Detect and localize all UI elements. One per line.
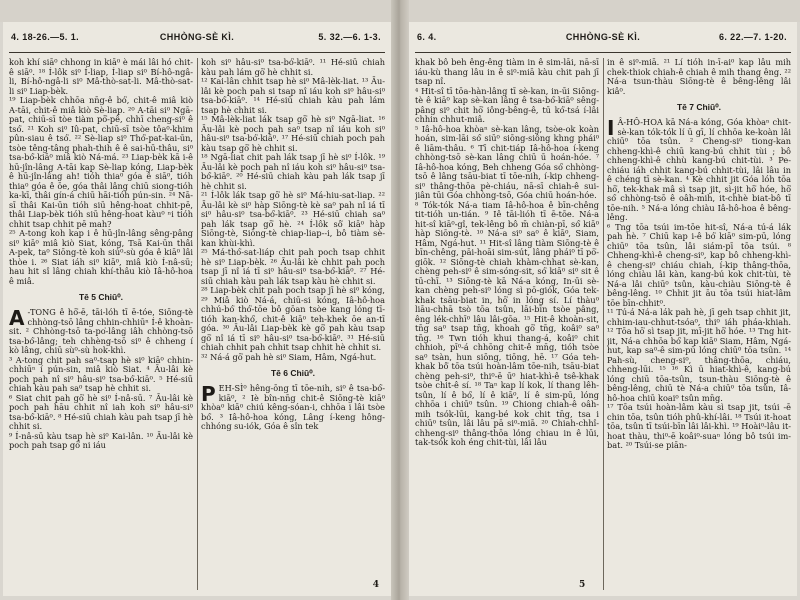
right-page-number: 5: [579, 580, 586, 590]
right-col1-text: khak bô beh êng-êng tiàm in ê sim-lāi, nā-sī iáu-kù thang lâu in ê si⁰-miā kàu chit pah jī tsap nî. ⁴ Hit-sî tī tōa-hàn-lâng tī sè-kan, in-ūi Siōng-tè ê kiā⁰ kap sè-kan lâng ê tsa-bó͘-kiā⁰ sêng-pâng si⁰ chit hō͘ iông-bêng-ê, tū kó͘-tsá í-lâi chhin chhut-miâ. ⁵ Iâ-hô-hoa khòaⁿ sè-kan lâng, tsòe-ok koàn hoán, sim-lāi só͘ siū⁰ siōng-siông khng phái⁰ ê liām-thâu. ⁶ Tī chit-tiáp Iâ-hô-hoa í-keng chhòng-tsō sè-kan lâng chiū ū hoán-hóe. ⁷ Iâ-hô-hoa kóng, Beh chheng Góa só͘ chhòng-tsō ê lâng tsāu-biat tī tōe-nih, í-kip chheng-si⁰ thâng-thōa pè-chiáu, nā-sī chiah-ê sui-jiân tūi Góa chhòng-tsō, Góa chiū hoán-hóe. ⁸ Tók-tók Ná-a tiam Iâ-hô-hoa ê bīn-chêng tit-tióh un-tián. ⁹ Iê tāi-lióh tī ē-tōe. Ná-a hit-sî kiā⁰-gî, tek-lêng bô m̄ chiàn-pī, só͘ kiā⁰ hàp Siōng-tè. ¹⁰ Ná-a si⁰ sa⁰ ê kiā⁰, Siam, Hâm, Ngá-hut. ¹¹ Hit-sî lâng tiàm Siōng-tè ê bīn-chêng, pāi-hoāi sim-sút, lâng phái⁰ tī pō͘-giōk. ¹² Siōng-tè chiah khàm-chhat sè-kan, chèng peh-si⁰ ê sim-sóng-sit, só͘ kiā⁰ si⁰ sit ê tū-chī. ¹³ Siōng-tè kā Ná-a kóng, In-ūi sè-kan chèng peh-si⁰ lóng sì pō-giók, Góa tek-khak tsāu-biat in, hō͘ in lóng sí. Lí thàu⁰ liāu-chhā tsò tōa tsûn, lāi-bīn tsòe pâng, êng lék-chhī⁰ lâu lâi-gōa. ¹⁵ Hit-ê khoàn-sit, tn̄g sa⁰ tsap tn̄g, khoah gō͘ tn̄g, koâi⁰ sa⁰ tn̄g. ¹⁶ Twn tióh khui thang-á, koâi⁰ chit chhioh, pī⁰-á chhōng chit-ê mn̄g, tióh tsòe sa⁰ tsàn, hun siōng, tiōng, hē. ¹⁷ Góa teh-khak bô͘ tōa tsúi hoàn-lâm tōe-nih, tsāu-biat chèng peh-si⁰, thi⁰-ē ū⁰ hiat-khì-ê tsê-khak tsòe chit-ê sí. ¹⁸ Taⁿ kap lí kok, lí thang lêh-tsûn, lí ê bó͘, lí ê kiā⁰, lí ê sim-pū, lóng chhōa i chiū⁰ tsûn. ¹⁹ Chiong chiah-ê oâh-mih tsók-lūi, kang-bé kok chit tn̄g, tsa i chiū⁰ tsûn, lâi lâu pā si⁰-miā. ²⁰ Chiah-chhî-chheng-si⁰ thâng-thōa lóng chiau in ê lūi, tak-tsók koh éng chit-tùi, lâi lâu: [415, 58, 599, 447]
chapter-heading-7: Tē 7 Chiū⁰.: [676, 102, 722, 112]
right-column-2: [607, 58, 791, 590]
left-column-divider: [197, 58, 198, 590]
left-header-verse-range: 4. 18-26.—5. 1.: [11, 32, 80, 42]
right-page: [409, 22, 797, 596]
chapter-heading-5: Tē 5 Chiū⁰.: [78, 292, 124, 302]
right-column-divider: [603, 58, 604, 590]
left-header-verse-range-end: 5. 32.—6. 1-3.: [318, 32, 381, 42]
right-header-rule: [415, 52, 791, 53]
left-page-number: 4: [372, 580, 379, 590]
right-header-verse-range-end: 6. 22.—7. 1-20.: [718, 32, 787, 42]
right-running-header: [409, 32, 797, 48]
left-col2-text: koh si⁰ hâu-si⁰ tsa-bó͘-kiā⁰. ¹¹ Hé-siū chiah kàu pah lám gō͘ hè chhit si. ¹² Kai-lân chhit tsap hè si⁰ Mâ-lèk-liat. ¹³ Āu-lâi kè poch pah si tsap nî iáu koh si⁰ hâu-si⁰ tsa-bó͘-kiā⁰. ¹⁴ Hé-siū chiah kàu pah lám tsap hè chhit si. ¹⁵ Mâ-lèk-liat lák tsap gō͘ hè si⁰ Ngā-liat. ¹⁶ Āu-lâi kè poch pah sa⁰ tsap nî iáu koh si⁰ hâu-si⁰ tsa-bó͘-kiā⁰. ¹⁷ Hé-siū chiah poch pah kàu tsap gō͘ hè chhit si. ¹⁸ Ngā-liat chit pah lák tsap jī hè si⁰ Í-lôk. ¹⁹ Āu-lâi kè poch pah nî iáu koh si⁰ hâu-si⁰ tsa-bó͘-kiā⁰. ²⁰ Hé-siū chiah kàu pah lák tsap jī hè chhit si. ²¹ Í-lôk lák tsap gō͘ hè si⁰ Má-hiu-sat-liap. ²² Āu-lâi kè si⁰ hàp Siōng-tè kè sa⁰ pah nî iá tī si⁰ hâu-si⁰ tsa-bó͘-kiā⁰. ²³ Hé-siū chiah sa⁰ pah lák tsap gō͘ hè. ²⁴ Í-lôk sô͘ kiā⁰ hàp Siōng-tè, Siōng-tè chiap-liap--i, bô tiàm sè-kan khùi-khì. ²⁵ Má-thó͘-sat-liáp chit pah poch tsap chhit hè si⁰ Liap-bèk. ²⁶ Āu-lâi kè chhit pah poch tsap jī nî iá tī si⁰ hâu-si⁰ tsa-bó͘-kiā⁰. ²⁷ Hé-siū chiah kàu pah lák tsap kàu hè chhit si. ²⁸ Liap-bèk chit pah poch tsap jī hè si⁰ kóng, ²⁹ Miâ kiò Ná-á, chiū-si kóng, Iâ-hô-hoa chhú-bó͘ thó͘-tōe bô gōan tsòe kang lóng tī-tióh kan-khó͘, chit-ê kiā⁰ teh-khek ōe an-tī góa. ³⁰ Āu-lâi Liap-bèk kè gō͘ pah kàu tsap gō͘ nî iá tī si⁰ hâu-si⁰ tsa-bó͘-kiā⁰. ³¹ Hé-siū chiah chhit pah chhit tsap chhit hè chhit si. ³² Ná-á gō͘ pah hè si⁰ Siam, Hâm, Ngá-hut.: [201, 58, 385, 362]
right-header-verse-range: 6. 4.: [417, 32, 437, 42]
chapter-5-text: -TONG ê hō͘-ē, tāi-lóh tī ē-tóe, Siōng-tè chhòng-tsō lâng chhin-chhiūⁿ Í-ê khoàn-sit. ² Chhòng-tsō ta-po͘-lâng iâh chhòng-tsō tsa-bó͘-lâng; teh chhèng-tsō si⁰ ê chheng í kò lâng, chiū sù⁰-sù hok-khì. ³ A-tong chit pah sa⁰-tsap hè si⁰ kiā⁰ chhin-chhiūⁿ í pún-sin, miâ kiò Siat. ⁴ Āu-lâi kè poch pah nî si⁰ hâu-si⁰ tsa-bó͘-kiā⁰. ⁵ Hé-siū chiah kàu pah sa⁰ tsap hè chhit si. ⁶ Siat chit pah gō͘ hè si⁰ Í-nâ-sū. ⁷ Āu-lâi kè poch pah hāu chhit nî iah koh si⁰ hâu-si⁰ tsa-bó͘-kiā⁰. ⁸ Hé-siū chiah kàu pah tsap jī hè chhit si. ⁹ Í-nâ-sū kàu tsap hè si⁰ Kai-lân. ¹⁰ Āu-lâi kè poch pah tsap gō͘ ni iáu: [9, 307, 193, 450]
chapter-6-drop-cap: P: [201, 382, 216, 406]
chapter-7-text: Â-HÔ-HOA kā Ná-a kóng, Góa khòaⁿ chit-sè-kan tók-tók lí ū gī, lí chhōa ke-koàn lâi chiū⁰ tōa tsûn. ² Cheng-si⁰ tiong-kan chheng-khì-ê chiū kang-bú chhit tùi ; bô chheng-khì-ê chhù kang-bú chit-tùi. ³ Pe-chiáu iáh chhit kang-bú chhit-tùi, lâi lâu in ê chéng tī sè-kan. ⁴ Kè chhit jit Góa lóh tōa hō͘, tek-khak mâ sì tsap jit, sì-jit hō͘ hóe, hō͘ só͘ chhòng-tsō ê oâh-mih, it-chhè biat-bô tī tōe-nih. ⁵ Ná-a lóng chiàu Iâ-hô-hoa ê bêng-lêng. ⁶ Tng tōa tsúi im-tōe hit-sî, Ná-a tú-á lák pah hè. ⁷ Chiū kap i-ê bó͘ kiā⁰ sim-pū, lóng chiū⁰ tōa tsûn, lâi siám-pī tōa tsúi. ⁸ Chheng-khì-ê cheng-si⁰, kap bô chheng-khì-ê cheng-si⁰ chiáu chiah, í-kip thâng-thōa, lóng chiàu lâi kàn, kang-bú kok chit-tùi, tè Ná-a lâi chiū⁰ tsûn, kàu-chiàu Siōng-tè ê bêng-lêng. ¹⁰ Chhit jit āu tōa tsúi hiat-lâm tōe bīn-chhit⁰. ¹¹ Tú-á Ná-a lák pah hè, jī geh tsap chhit jit, chhim-iau-chhut-tsóa⁰, thi⁰ iáh pháa-khiah. ¹² Tōa hō͘ sì tsap jit, mī-jit hō͘ hóe. ¹³ Tng hit-jit, Ná-a chhōa bó͘ kap kiā⁰ Siam, Hâm, Ngá-hut, kap sa⁰-ê sim-pū lóng chiū⁰ tōa tsûn. ¹⁴ Pah-sù, cheng-si⁰, thâng-thōa, chiáu, chheng-lūi. ¹⁵ ¹⁶ Kì ū hiat-khì-ê, kang-bú lóng chiū tōa-tsûn, tsun-thàu Siōng-tè ê bêng-lêng, chiū tè Ná-a chiū⁰ tōa tsûn, Iâ-hô-hoa chiū koai⁰ tsûn mn̄g. ¹⁷ Tōa tsúi hoàn-lâm kàu sì tsap jit, tsúi -ē chin tōa, tsûn tióh phû-khí-lâi. ¹⁸ Tsúi it-hoat tōa, tsûn tī tsúi-bīn lâi lâi-khì. ¹⁹ Hoài⁰-lâu it-hoat thàu, thi⁰-ē koâi⁰-suaⁿ lóng bô tsúi im-bat. ²⁰ Tsúi-se piān-: [607, 117, 791, 450]
chapter-6-text: EH-SÌ⁰ hêng-ōng tī tōe-nih, si⁰ ê tsa-bó͘-kiā⁰, ² Iè bîn-nn̄g chit-ê Siōng-tè kiā⁰ khòa⁰ kiā⁰ chiú kêng-sóan-i, chhōa i lâi tsòe bó͘. ³ Iâ-hô-hoa kóng, Lâng í-keng hông-chhóng su-iók, Góa ê sîn tek: [201, 383, 385, 431]
chapter-6-body: [201, 384, 385, 432]
chapter-7-body: [607, 118, 791, 451]
left-header-rule: [9, 52, 385, 53]
left-column-1: [9, 58, 193, 590]
right-header-book-title: CHHÒNG-SÈ KÌ.: [565, 32, 641, 42]
left-text-columns: [9, 58, 385, 590]
chapter-heading-6: Tē 6 Chiū⁰.: [270, 368, 316, 378]
right-column-1: [415, 58, 599, 590]
left-running-header: [3, 32, 391, 48]
book-gutter: [391, 0, 409, 600]
chapter-7-drop-cap: I: [607, 116, 615, 140]
chapter-5-drop-cap: A: [9, 306, 25, 330]
right-text-columns: [415, 58, 791, 590]
left-header-book-title: CHHÒNG-SÈ KÌ.: [159, 32, 235, 42]
right-col2-text: in ê si⁰-miā. ²¹ Lí tióh in-ī-ai⁰ kap lâu mih chek-thiok chiah-ê chiah ê mih thang êng. ²² Ná-a tsun-thàu Siōng-tè ê bêng-lêng lâi kiâ⁰.: [607, 58, 791, 96]
chapter-5-body: [9, 308, 193, 451]
left-column-2: [201, 58, 385, 590]
left-page: [3, 22, 391, 596]
left-col1-text: koh khí siā⁰ chhong in kiā⁰ è mái lâi hó chit-ê siā⁰. ¹⁸ Í-lôk si⁰ Í-liap, Í-liap si⁰ Bí-hô-ngâ-li, Bí-hô-ngâ-li si⁰ Mâ-thò-sat-li. Mâ-thò-sat-li si⁰ Liap-bèk. ¹⁹ Liap-bèk chhōa nn̄g-ê bó͘, chit-ê miâ kiò A-tāi, chit-ê miâ kiò Sè-liap. ²⁰ A-tāi si⁰ Ngā-pat, chiū-sī tòe tiàm pō͘-pê, chhī cheng-si⁰ ê tsó͘. ²¹ Koh si⁰ Iû-pat, chiū-sī tsòe tôa⁰-khim pûn-siau ê tsó͘. ²² Sè-liap si⁰ Thó͘-pat-kai-ūn, tsòe têng-tâng phah-thih ê ê sai-hū-thâu, si⁰ tsa-bó͘-kiā⁰ miâ kiò Ná-má. ²³ Liap-bèk kā i-ê hū-jîn-lâng A-tāi kap Sè-liap kóng, Liap-bèk ê hū-jîn-lâng ah! tióh thia⁰ góa ê siā⁰, tióh thia⁰ góa ê ōe, góa thâi lâng chiū siong-tióh ka-kī, thâi gín-á chiū hāi-tióh pún-sin. ²⁴ Nā-sī thâi Kai-ūn tióh siū hêng-hoat chhit-pē, thâi Liap-bèk tióh siū hêng-hoat kàu⁰ ⁿi tióh chhit tsap chhit pē mah? ²⁵ A-tong koh kap i ê hū-jîn-lâng sêng-pâng si⁰ kiā⁰ miâ kiò Siat, kóng, Tsā Kai-ūn thâi A-pek, ta⁰ Siōng-tè koh siú⁰-sù góa ê kiā⁰ lâi thòe i. ²⁶ Siat iáh si⁰ kiā⁰, miâ kiò Í-nâ-sū; hau hit sî lâng chiah khí-thâu kiò Iâ-hô-hoa ê miâ.: [9, 58, 193, 286]
